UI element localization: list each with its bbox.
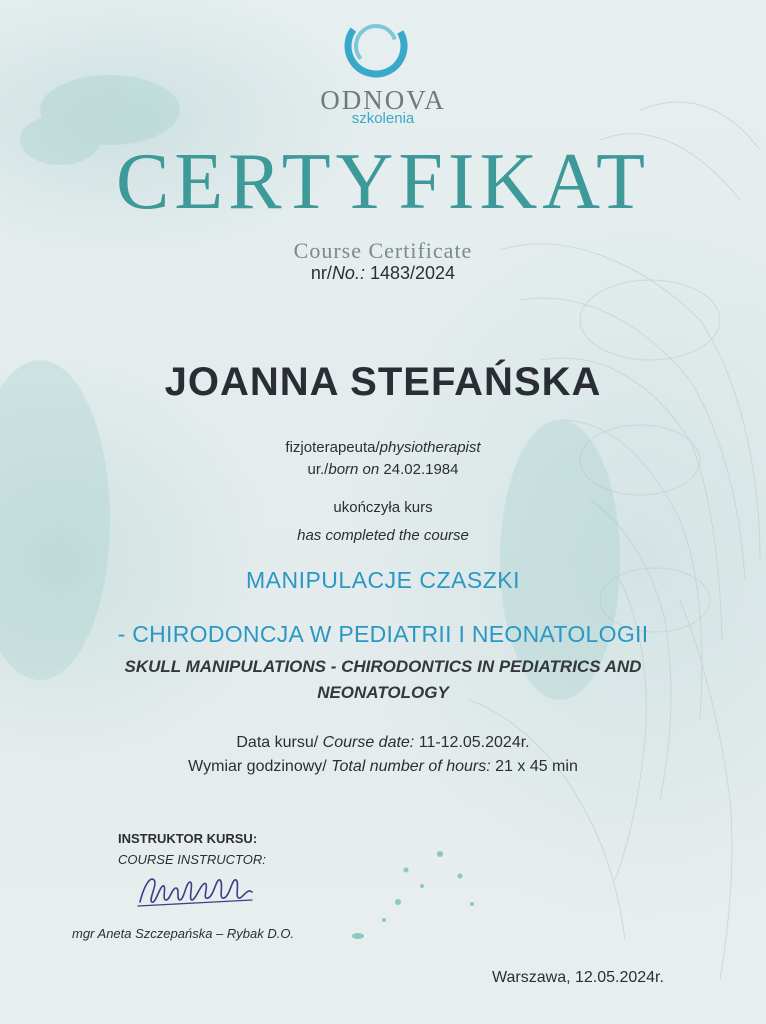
hours-label-en: Total number of hours:: [331, 758, 491, 775]
course-date: [0, 733, 766, 753]
swirl-ring-logo-icon: [336, 8, 416, 88]
course-hours: [0, 757, 766, 777]
hours-label-pl: Wymiar godzinowy/: [188, 758, 327, 775]
number-label-pl: nr/: [310, 263, 332, 283]
place-and-date: Warszawa, 12.05.2024r.: [492, 969, 664, 986]
course-title-en-line2: NEONATOLOGY: [317, 683, 449, 702]
born-date: 24.02.1984: [383, 461, 459, 478]
profession-en: physiotherapist: [379, 439, 481, 456]
certificate-subtitle: Course Certificate: [293, 238, 473, 263]
number-label-en: No.:: [331, 263, 365, 283]
certificate-number: [0, 262, 766, 284]
brand-name: ODNOVA: [320, 85, 446, 115]
recipient-profession: [0, 438, 766, 458]
recipient-name: JOANNA STEFAŃSKA: [164, 360, 602, 404]
course-title-en: [0, 654, 766, 706]
born-pl: ur./: [307, 461, 329, 478]
completion-en: has completed the course: [297, 527, 469, 544]
decorative-paint-drops: [340, 840, 500, 960]
instructor-name: mgr Aneta Szczepańska – Rybak D.O.: [72, 926, 295, 941]
born-en: born on: [328, 461, 380, 478]
instructor-label-en: COURSE INSTRUCTOR:: [118, 852, 266, 867]
instructor-label-pl: INSTRUKTOR KURSU:: [118, 831, 258, 846]
date-label-en: Course date:: [322, 734, 415, 751]
date-value: 11-12.05.2024r.: [418, 734, 530, 751]
hours-value: 21 x 45 min: [495, 758, 578, 775]
recipient-birth: [0, 460, 766, 480]
date-label-pl: Data kursu/: [236, 734, 319, 751]
course-title-en-line1: SKULL MANIPULATIONS - CHIRODONTICS IN PEDIATRICS AND: [124, 657, 642, 676]
handwritten-signature: [132, 866, 262, 916]
course-title-line2: - CHIRODONCJA W PEDIATRII I NEONATOLOGII: [117, 621, 649, 647]
certificate-title: CERTYFIKAT: [115, 138, 651, 226]
completion-pl: ukończyła kurs: [333, 499, 433, 516]
profession-pl: fizjoterapeuta/: [285, 439, 380, 456]
brand-subtitle: szkolenia: [351, 110, 415, 127]
number-value: 1483/2024: [369, 263, 456, 283]
course-title-line1: MANIPULACJE CZASZKI: [245, 567, 521, 593]
